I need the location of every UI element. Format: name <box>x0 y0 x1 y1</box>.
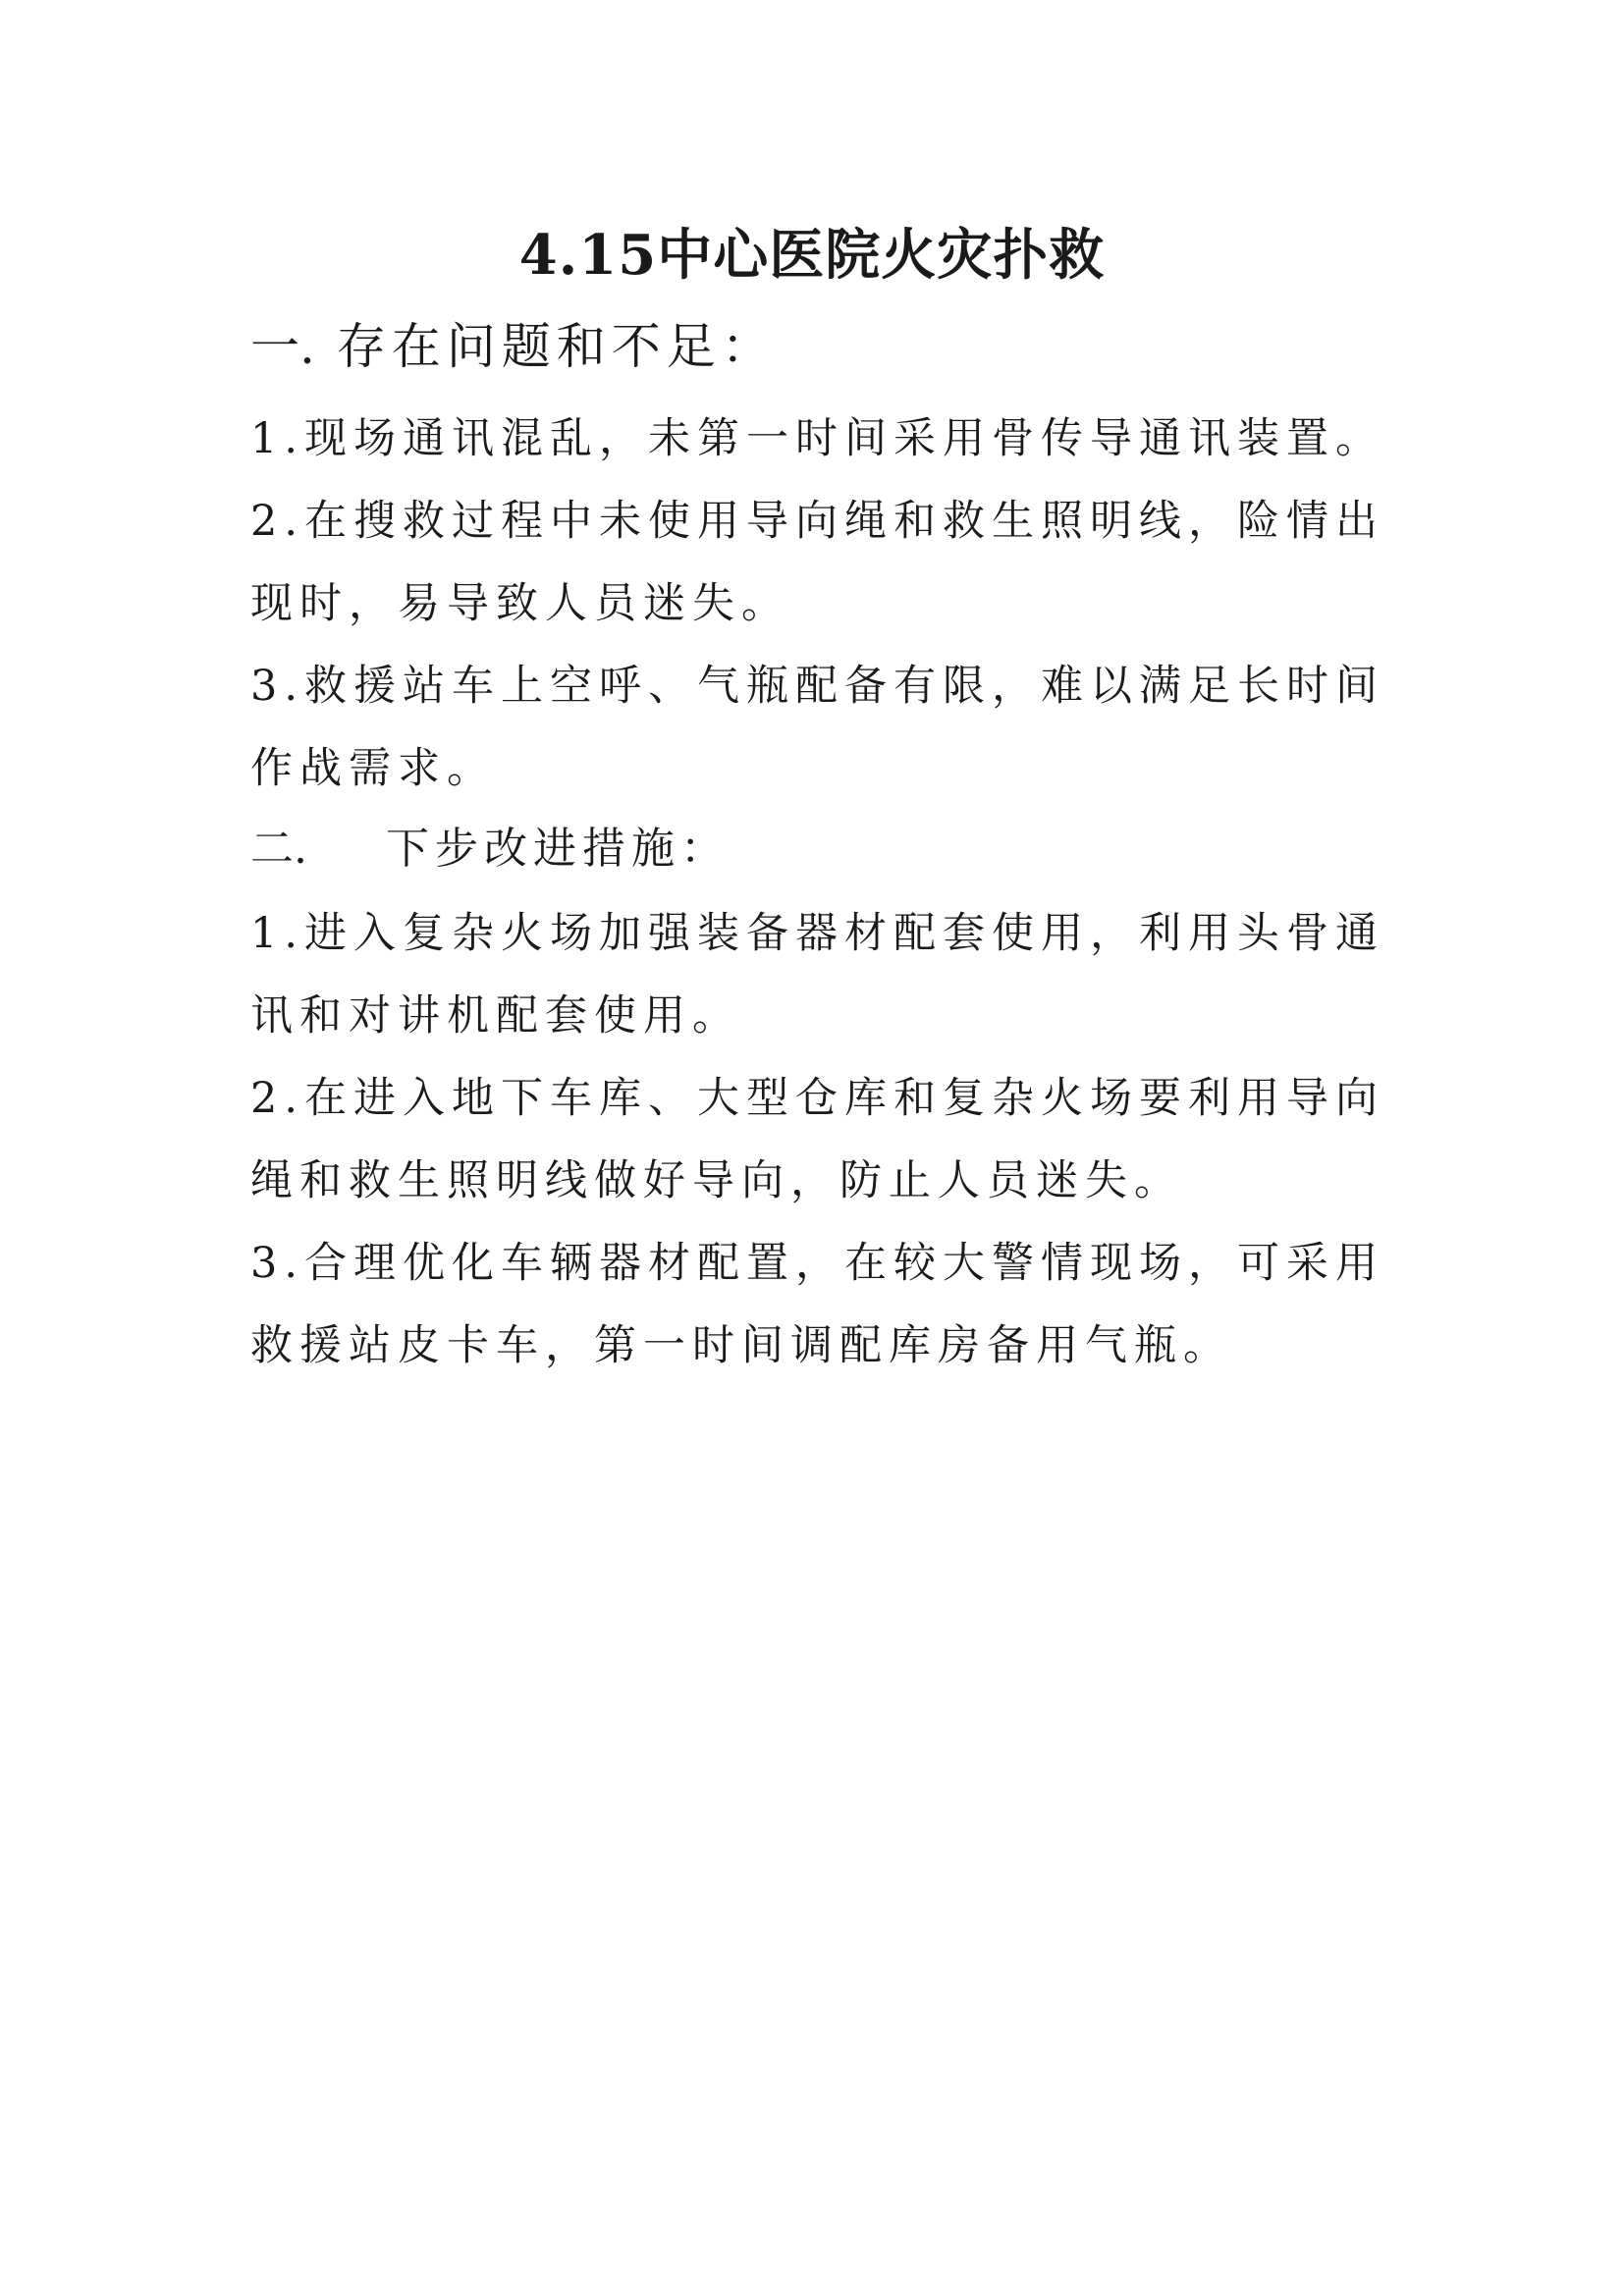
list-item: 2.在搜救过程中未使用导向绳和救生照明线，险情出现时，易导致人员迷失。 <box>250 497 1385 628</box>
section-heading-text: 存在问题和不足： <box>336 318 777 375</box>
section-heading-problems <box>250 309 1389 398</box>
list-item: 2.在进入地下车库、大型仓库和复杂火场要利用导向绳和救生照明线做好导向，防止人员迷失。 <box>250 1074 1385 1205</box>
document-body <box>250 309 1389 1387</box>
list-item: 3.合理优化车辆器材配置，在较大警情现场，可采用救援站皮卡车，第一时间调配库房备用气瓶。 <box>250 1239 1385 1370</box>
document-title: 4.15中心医院火灾扑救 <box>518 223 1106 288</box>
section-heading-text: 下步改进措施： <box>386 824 730 874</box>
list-item: 1.现场通讯混乱，未第一时间采用骨传导通讯装置。 <box>250 414 1385 463</box>
section-number: 二. <box>250 824 307 874</box>
section-heading-improvements <box>250 810 1389 892</box>
section-number: 一. <box>250 318 315 375</box>
list-item: 1.进入复杂火场加强装备器材配套使用，利用头骨通讯和对讲机配套使用。 <box>250 909 1385 1041</box>
list-item: 3.救援站车上空呼、气瓶配备有限，难以满足长时间作战需求。 <box>250 662 1385 793</box>
